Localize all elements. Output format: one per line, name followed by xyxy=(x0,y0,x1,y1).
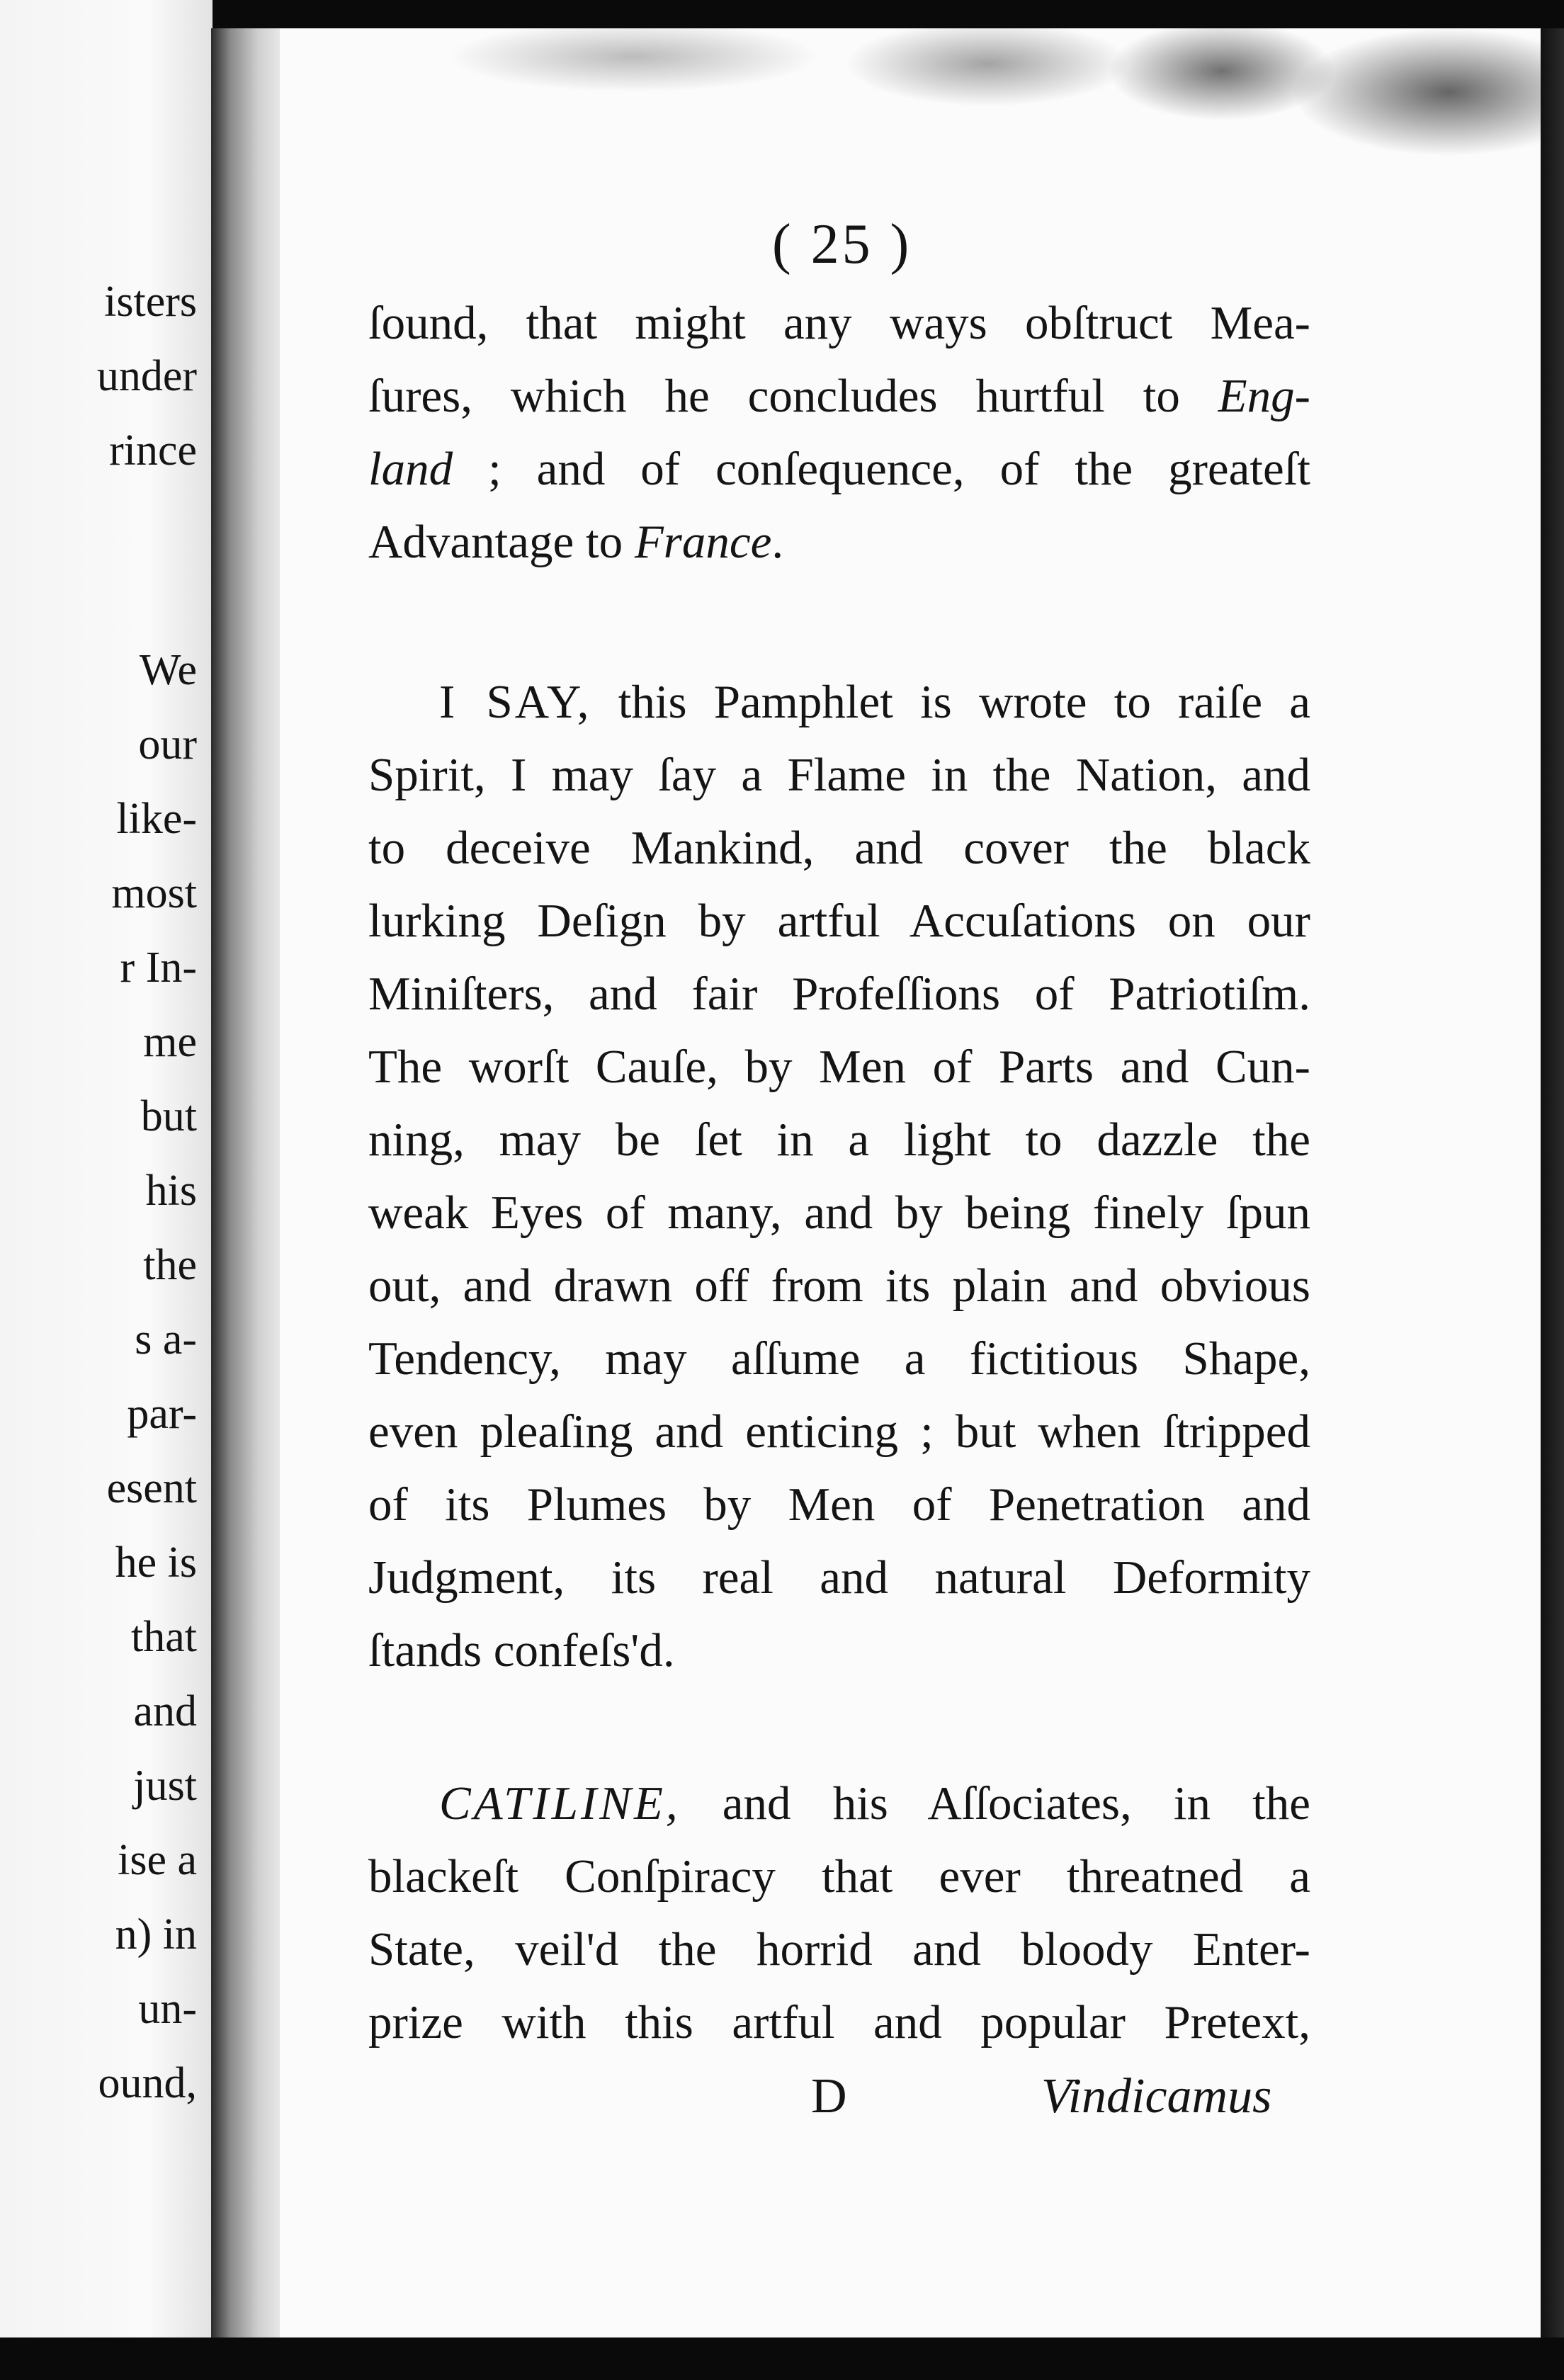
signature-mark: D xyxy=(811,2069,847,2124)
left-page-fragment: his xyxy=(145,1167,197,1215)
left-page-fragment: isters xyxy=(104,278,197,326)
left-page-fragment: like- xyxy=(116,795,197,843)
left-page-fragment: n) in xyxy=(115,1910,197,1959)
text-line: State, veil'd the horrid and bloody Enter- xyxy=(368,1923,1310,1976)
paragraph-lead-text: CATILINE, xyxy=(439,1777,681,1830)
text-line xyxy=(368,360,1310,433)
paragraph-lead xyxy=(368,1777,681,1830)
left-page-fragment: most xyxy=(111,869,197,917)
left-page-fragment: s a- xyxy=(135,1315,197,1364)
text-line: Spirit, I may ſay a Flame in the Nation, and xyxy=(368,749,1310,801)
left-page-fragment: but xyxy=(140,1092,197,1140)
page-stain xyxy=(280,28,1541,191)
left-page xyxy=(0,0,212,2338)
paragraph-lead-text: I SAY, xyxy=(439,676,591,728)
text-segment: and his Aſſociates, in the xyxy=(680,1777,1310,1830)
catchword: Vindicamus xyxy=(1041,2069,1272,2124)
left-page-fragment: just xyxy=(133,1762,197,1810)
text-line: Judgment, its real and natural Deformity xyxy=(368,1551,1310,1604)
left-page-fragment: ound, xyxy=(98,2059,197,2107)
italic-word: land xyxy=(368,443,453,495)
text-line: weak Eyes of many, and by being finely ſpun xyxy=(368,1186,1310,1239)
text-segment: Advantage to France. xyxy=(368,516,784,568)
text-line: of its Plumes by Men of Penetration and xyxy=(368,1478,1310,1531)
page-edge xyxy=(1541,28,1564,2380)
text-line xyxy=(368,433,1310,506)
left-page-fragment: me xyxy=(143,1018,197,1066)
paragraph-3 xyxy=(368,1767,1310,2059)
scan-border xyxy=(0,2338,1564,2380)
text-line xyxy=(368,666,1310,739)
left-page-fragment: ise a xyxy=(118,1836,197,1884)
text-line: ning, may be ſet in a light to dazzle the xyxy=(368,1114,1310,1166)
text-line: ſound, that might any ways obſtruct Mea- xyxy=(368,297,1310,349)
left-page-fragment: the xyxy=(143,1241,197,1289)
text-line: The worſt Cauſe, by Men of Parts and Cun- xyxy=(368,1041,1310,1093)
text-segment: land ; and of conſequence, of the greateſt xyxy=(368,443,1310,495)
text-line xyxy=(368,1767,1310,1840)
text-line xyxy=(368,506,1310,579)
book-gutter xyxy=(211,28,289,2338)
text-line: prize with this artful and popular Pretext, xyxy=(368,1996,1310,2048)
left-page-fragment: We xyxy=(139,646,197,694)
text-line: lurking Deſign by artful Accuſations on our xyxy=(368,895,1310,947)
left-page-fragment: r In- xyxy=(120,944,197,992)
left-page-fragment: he is xyxy=(115,1538,197,1587)
italic-word: France xyxy=(634,516,772,568)
paragraph-1 xyxy=(368,287,1310,579)
italic-word: Eng- xyxy=(1218,370,1310,422)
left-page-fragment: rince xyxy=(109,426,197,475)
left-page-fragment: esent xyxy=(106,1464,197,1512)
left-page-fragment: par- xyxy=(127,1390,197,1438)
paragraph-2 xyxy=(368,666,1310,1687)
left-page-fragment: un- xyxy=(138,1985,197,2033)
text-line: to deceive Mankind, and cover the black xyxy=(368,822,1310,874)
left-page-fragment: that xyxy=(131,1613,197,1661)
paragraph-lead xyxy=(368,676,591,728)
text-segment: this Pamphlet is wrote to raiſe a xyxy=(591,676,1310,728)
left-page-fragment: under xyxy=(96,352,197,400)
text-line: blackeſt Conſpiracy that ever threatned a xyxy=(368,1850,1310,1903)
left-page-fragment: our xyxy=(138,720,197,769)
page-number: ( 25 ) xyxy=(772,213,912,276)
text-line: Miniſters, and fair Profeſſions of Patriotiſm. xyxy=(368,968,1310,1020)
text-line: even pleaſing and enticing ; but when ſtripped xyxy=(368,1405,1310,1458)
text-line: out, and drawn off from its plain and obvious xyxy=(368,1259,1310,1312)
text-line: Tendency, may aſſume a fictitious Shape, xyxy=(368,1332,1310,1385)
left-page-fragment: and xyxy=(133,1687,197,1735)
text-line: ſtands confeſs'd. xyxy=(368,1624,675,1677)
text-segment: ſures, which he concludes hurtful to Eng- xyxy=(368,370,1310,422)
